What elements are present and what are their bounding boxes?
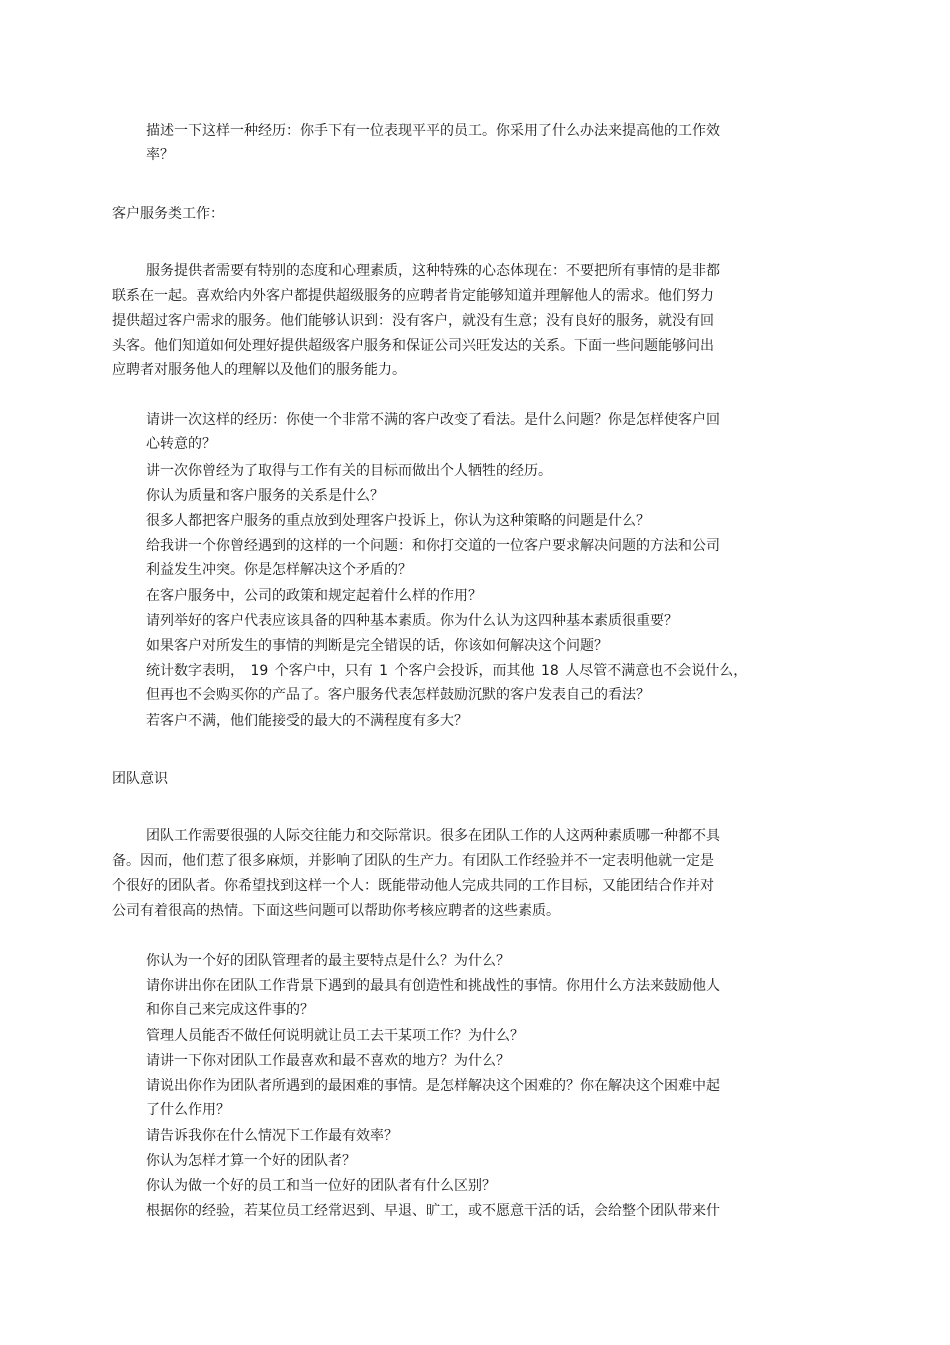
team-question-line: 根据你的经验，若某位员工经常迟到、早退、旷工，或不愿意干活的话，会给整个团队带来什 <box>146 1203 720 1219</box>
section-heading-customer-service: 客户服务类工作： <box>112 206 224 222</box>
cs-question-line: 在客户服务中，公司的政策和规定起着什么样的作用？ <box>146 588 482 604</box>
team-question-line: 请你讲出你在团队工作背景下遇到的最具有创造性和挑战性的事情。你用什么方法来鼓励他人 <box>146 978 720 994</box>
cs-question-line: 如果客户对所发生的事情的判断是完全错误的话，你该如何解决这个问题？ <box>146 638 608 654</box>
cs-question-line: 很多人都把客户服务的重点放到处理客户投诉上，你认为这种策略的问题是什么？ <box>146 513 650 529</box>
cs-question-line: 利益发生冲突。你是怎样解决这个矛盾的？ <box>146 562 412 578</box>
team-question-line: 你认为做一个好的员工和当一位好的团队者有什么区别？ <box>146 1178 496 1194</box>
cs-question-line: 心转意的？ <box>146 436 216 452</box>
cs-paragraph-line-2: 联系在一起。喜欢给内外客户都提供超级服务的应聘者肯定能够知道并理解他人的需求。他们努力 <box>112 288 714 304</box>
cs-paragraph-line-3: 提供超过客户需求的服务。他们能够认识到：没有客户，就没有生意；没有良好的服务，就没有回 <box>112 313 714 329</box>
cs-question-line: 若客户不满，他们能接受的最大的不满程度有多大？ <box>146 713 468 729</box>
cs-question-line: 讲一次你曾经为了取得与工作有关的目标而做出个人牺牲的经历。 <box>146 463 552 479</box>
intro-question-line-2: 率？ <box>146 147 174 163</box>
intro-question-line-1: 描述一下这样一种经历：你手下有一位表现平平的员工。你采用了什么办法来提高他的工作效 <box>146 123 720 139</box>
cs-question-line: 给我讲一个你曾经遇到的这样的一个问题：和你打交道的一位客户要求解决问题的方法和公司 <box>146 538 720 554</box>
team-paragraph-line-3: 个很好的团队者。你希望找到这样一个人：既能带动他人完成共同的工作目标，又能团结合作并对 <box>112 878 714 894</box>
cs-paragraph-line-5: 应聘者对服务他人的理解以及他们的服务能力。 <box>112 362 406 378</box>
cs-question-line: 但再也不会购买你的产品了。客户服务代表怎样鼓励沉默的客户发表自己的看法？ <box>146 687 650 703</box>
cs-question-line: 请列举好的客户代表应该具备的四种基本素质。你为什么认为这四种基本素质很重要？ <box>146 613 678 629</box>
team-paragraph-line-2: 备。因而，他们惹了很多麻烦，并影响了团队的生产力。有团队工作经验并不一定表明他就一定是 <box>112 853 714 869</box>
cs-question-line: 统计数字表明， 19 个客户中，只有 1 个客户会投诉，而其他 18 人尽管不满意也不会说什么， <box>146 663 748 679</box>
cs-question-line: 你认为质量和客户服务的关系是什么？ <box>146 488 384 504</box>
team-paragraph-line-4: 公司有着很高的热情。下面这些问题可以帮助你考核应聘者的这些素质。 <box>112 903 560 919</box>
team-question-line: 管理人员能否不做任何说明就让员工去干某项工作？为什么？ <box>146 1028 524 1044</box>
team-question-line: 请讲一下你对团队工作最喜欢和最不喜欢的地方？为什么？ <box>146 1053 510 1069</box>
team-question-line: 和你自己来完成这件事的？ <box>146 1002 314 1018</box>
team-paragraph-line-1: 团队工作需要很强的人际交往能力和交际常识。很多在团队工作的人这两种素质哪一种都不具 <box>146 828 720 844</box>
cs-question-line: 请讲一次这样的经历：你使一个非常不满的客户改变了看法。是什么问题？你是怎样使客户回 <box>146 412 720 428</box>
team-question-line: 请告诉我你在什么情况下工作最有效率？ <box>146 1128 398 1144</box>
cs-paragraph-line-1: 服务提供者需要有特别的态度和心理素质，这种特殊的心态体现在：不要把所有事情的是非都 <box>146 263 720 279</box>
team-question-line: 请说出你作为团队者所遇到的最困难的事情。是怎样解决这个困难的？你在解决这个困难中起 <box>146 1078 720 1094</box>
team-question-line: 你认为一个好的团队管理者的最主要特点是什么？为什么？ <box>146 953 510 969</box>
team-question-line: 了什么作用？ <box>146 1102 230 1118</box>
cs-paragraph-line-4: 头客。他们知道如何处理好提供超级客户服务和保证公司兴旺发达的关系。下面一些问题能够问出 <box>112 338 714 354</box>
team-question-line: 你认为怎样才算一个好的团队者？ <box>146 1153 356 1169</box>
section-heading-team: 团队意识 <box>112 771 168 787</box>
